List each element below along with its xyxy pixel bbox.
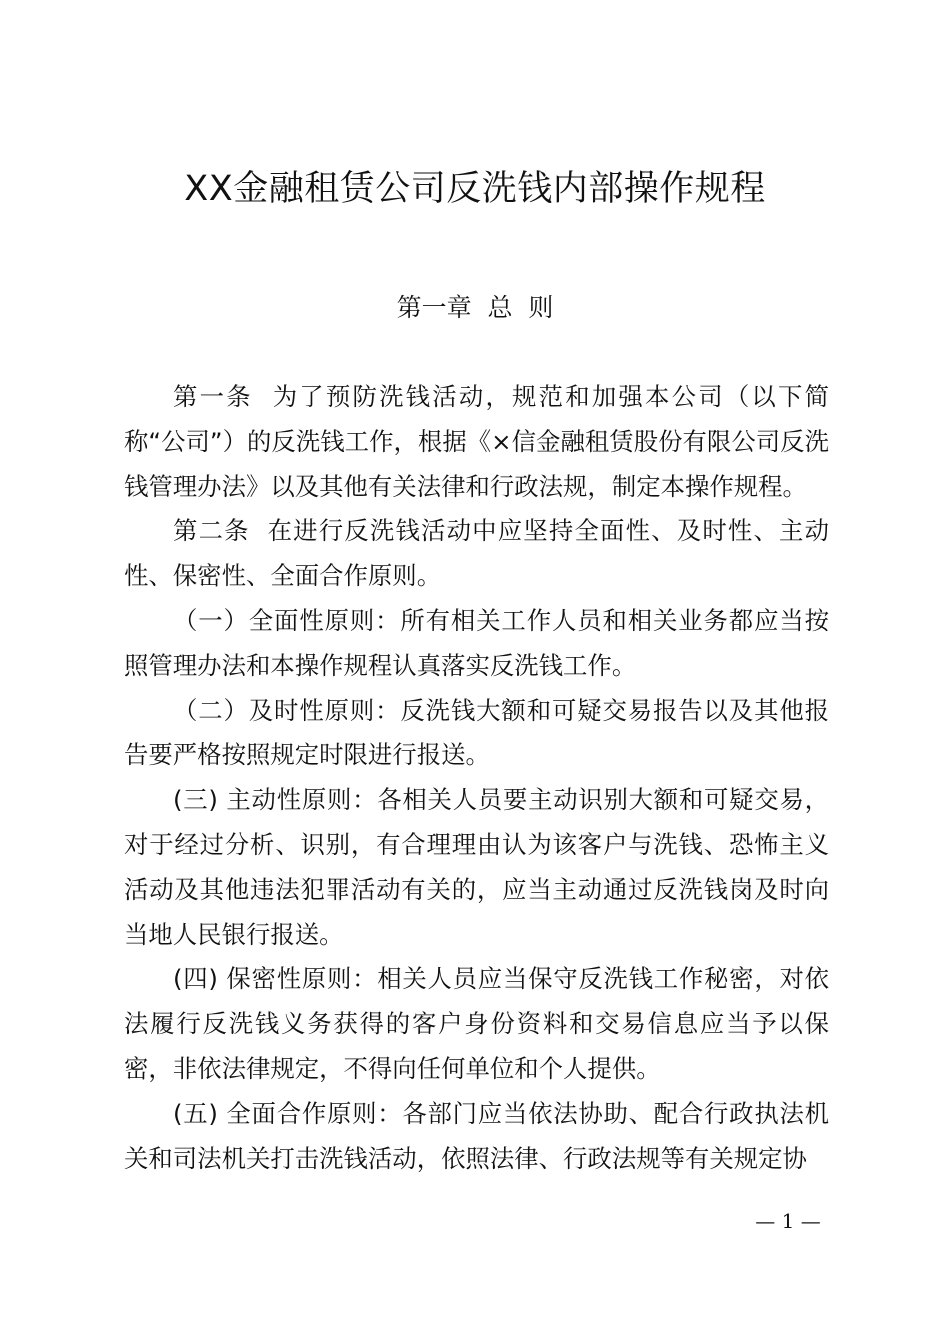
page-number: — 1 — — [755, 1209, 821, 1233]
principle-initiative-paragraph: (三) 主动性原则：各相关人员要主动识别大额和可疑交易，对于经过分析、识别，有合理理由认为该客户与洗钱、恐怖主义活动及其他违法犯罪活动有关的，应当主动通过反洗钱岗及时向当地人民银行报送。 — [124, 785, 829, 949]
principle-timeliness-paragraph: （二）及时性原则：反洗钱大额和可疑交易报告以及其他报告要严格按照规定时限进行报送。 — [124, 695, 829, 770]
chapter-title: 第一章 总 则 — [396, 293, 554, 322]
article-1-paragraph: 第一条 为了预防洗钱活动，规范和加强本公司（以下简称“公司”）的反洗钱工作，根据《×信金融租赁股份有限公司反洗钱管理办法》以及其他有关法律和行政法规，制定本操作规程。 — [124, 382, 829, 501]
principle-confidentiality-paragraph: (四) 保密性原则：相关人员应当保守反洗钱工作秘密，对依法履行反洗钱义务获得的客户身份资料和交易信息应当予以保密，非依法律规定，不得向任何单位和个人提供。 — [124, 964, 829, 1083]
principle-comprehensive-paragraph: （一）全面性原则：所有相关工作人员和相关业务都应当按照管理办法和本操作规程认真落实反洗钱工作。 — [124, 605, 829, 680]
article-2-paragraph: 第二条 在进行反洗钱活动中应坚持全面性、及时性、主动性、保密性、全面合作原则。 — [124, 516, 829, 591]
document-title: XX金融租赁公司反洗钱内部操作规程 — [184, 169, 766, 209]
principle-cooperation-paragraph: (五) 全面合作原则：各部门应当依法协助、配合行政执法机关和司法机关打击洗钱活动，依照法律、行政法规等有关规定协 — [124, 1098, 829, 1173]
document-body — [124, 375, 829, 1181]
